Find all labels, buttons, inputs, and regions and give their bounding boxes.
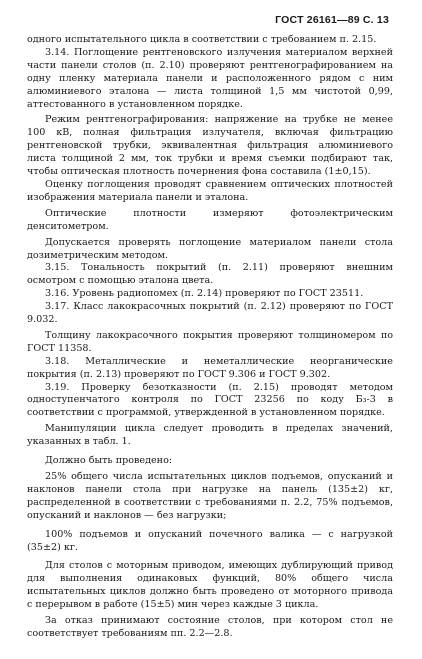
paragraph-absorption-assessment: Оценку поглощения проводят сравнением оптических плотностей изображения материала панели и эталона. bbox=[27, 178, 393, 203]
paragraph-continuation: одного испытательного цикла в соответствии с требованием п. 2.15. bbox=[27, 34, 377, 45]
paragraph-3-14: 3.14. Поглощение рентгеновского излучения материалом верхней части панели столов (п. 2.10) проверяют рентгенографированием на одну пленку материала панели и расположенного рядом с ним алюминиевого эталона — листа толщиной 1,5 мм чистотой 0,99, аттестованного в установленном порядке. bbox=[27, 46, 393, 110]
paragraph-3-19: 3.19. Проверку безотказности (п. 2.15) проводят методом одноступенчатого контроля по ГОСТ 23256 по коду Б₃-3 в соответствии с программой, утвержденной в установленном порядке. bbox=[27, 381, 393, 419]
paragraph-3-16: 3.16. Уровень радиопомех (п. 2.14) проверяют по ГОСТ 23511. bbox=[45, 288, 364, 300]
paragraph-failure: За отказ принимают состояние столов, при котором стол не соответствует требованиям пп. 2.2—2.8. bbox=[27, 615, 393, 639]
paragraph-3-15: 3.15. Тональность покрытий (п. 2.11) проверяют внешним осмотром с помощью эталона цвета. bbox=[27, 262, 393, 287]
paragraph-optical-density: Оптические плотности измеряют фотоэлектрическим денситометром. bbox=[27, 207, 393, 232]
page-header: ГОСТ 26161—89 С. 13 bbox=[275, 14, 389, 26]
paragraph-dosimetric: Допускается проверять поглощение материалом панели стола дозиметрическим методом. bbox=[27, 236, 393, 261]
paragraph-100-percent: 100% подъемов и опусканий почечного валика — с нагрузкой (35±2) кг. bbox=[27, 528, 393, 553]
paragraph-motor-drive: Для столов с моторным приводом, имеющих дублирующий привод для выполнения одинаковых функций, 80% общего числа испытательных циклов должно быть проведено от моторного привода с перерывом в работе (15±5) мин через каждые 3 цикла. bbox=[27, 560, 393, 611]
paragraph-manipulation: Манипуляции цикла следует проводить в пределах значений, указанных в табл. 1. bbox=[27, 423, 393, 448]
paragraph-xray-mode: Режим рентгенографирования: напряжение на трубке не менее 100 кВ, полная фильтрация излучателя, включая фильтрацию рентгеновской трубки, эквивалентная фильтрация алюминиевого листа толщиной 2 мм, ток трубки и время съемки подбирают так, чтобы оптическая плотность почернения фона составила (1±0,15). bbox=[27, 114, 393, 178]
paragraph-25-percent: 25% общего числа испытательных циклов подъемов, опусканий и наклонов панели стола при нагрузке на панель (135±2) кг, распределенной в соответствии с требованиями п. 2.2, 75% подъемов, опусканий и наклонов — без нагрузки; bbox=[27, 471, 393, 521]
paragraph-must-be-done: Должно быть проведено: bbox=[45, 455, 173, 467]
paragraph-3-17: 3.17. Класс лакокрасочных покрытий (п. 2.12) проверяют по ГОСТ 9.032. bbox=[27, 301, 393, 326]
body-text bbox=[27, 34, 393, 641]
paragraph-coating-thickness: Толщину лакокрасочного покрытия проверяют толщиномером по ГОСТ 11358. bbox=[27, 329, 393, 354]
paragraph-3-18: 3.18. Металлические и неметаллические неорганические покрытия (п. 2.13) проверяют по ГОСТ 9.306 и ГОСТ 9.302. bbox=[27, 355, 393, 380]
